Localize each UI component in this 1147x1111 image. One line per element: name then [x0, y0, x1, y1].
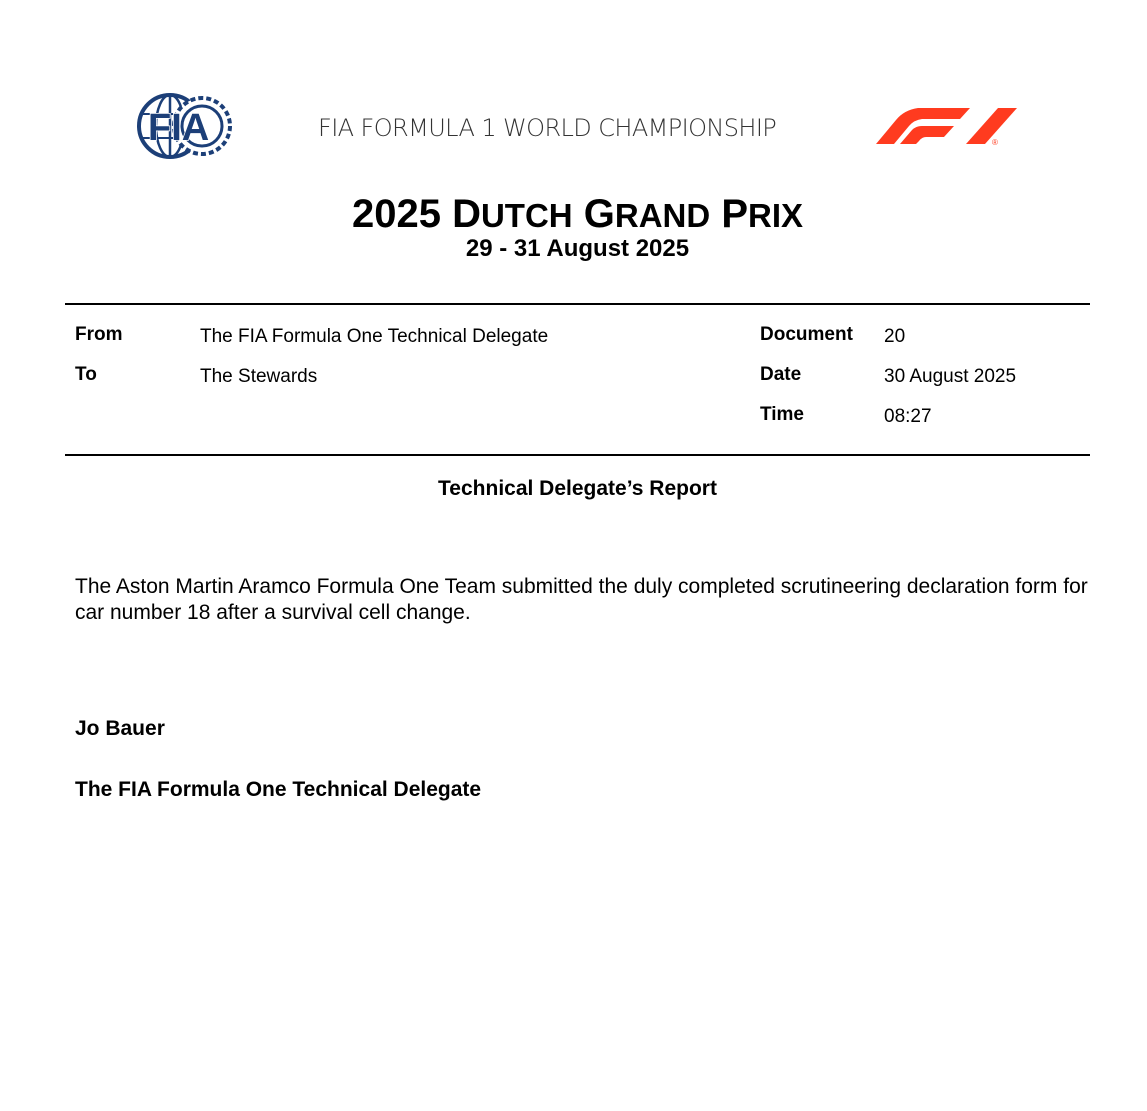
date-label: Date — [760, 364, 802, 385]
event-name-rest-1: UTCH — [480, 197, 573, 234]
to-value: The Stewards — [200, 366, 318, 387]
event-name-initial-2: G — [583, 192, 615, 236]
divider-bottom — [65, 454, 1090, 456]
date-value: 30 August 2025 — [884, 366, 1017, 387]
fia-logo-text: FIA — [148, 107, 210, 149]
time-value: 08:27 — [884, 406, 932, 427]
signer-role: The FIA Formula One Technical Delegate — [75, 778, 482, 801]
time-label: Time — [760, 404, 805, 425]
championship-heading: FIA FORMULA 1 WORLD CHAMPIONSHIP — [318, 114, 777, 142]
event-name-initial-1: D — [452, 192, 481, 236]
from-value: The FIA Formula One Technical Delegate — [200, 326, 549, 347]
document-value: 20 — [884, 326, 906, 347]
document-label: Document — [760, 324, 853, 345]
event-title — [0, 190, 1147, 240]
event-year: 2025 — [351, 192, 441, 236]
event-dates: 29 - 31 August 2025 — [465, 235, 690, 262]
report-body: The Aston Martin Aramco Formula One Team submitted the duly completed scrutineering declaration form for car number 18 after a survival cell change. — [75, 575, 1088, 624]
event-name-rest-3: RIX — [748, 197, 804, 234]
report-title: Technical Delegate’s Report — [438, 477, 717, 500]
event-name-initial-3: P — [721, 192, 749, 236]
signer-name: Jo Bauer — [75, 717, 165, 740]
to-label: To — [75, 364, 97, 385]
divider-top — [65, 303, 1090, 305]
f1-logo-icon — [874, 106, 1020, 146]
from-label: From — [75, 324, 123, 345]
registered-mark: ® — [992, 138, 998, 146]
fia-logo-icon — [136, 92, 234, 160]
event-name-rest-2: RAND — [614, 197, 711, 234]
